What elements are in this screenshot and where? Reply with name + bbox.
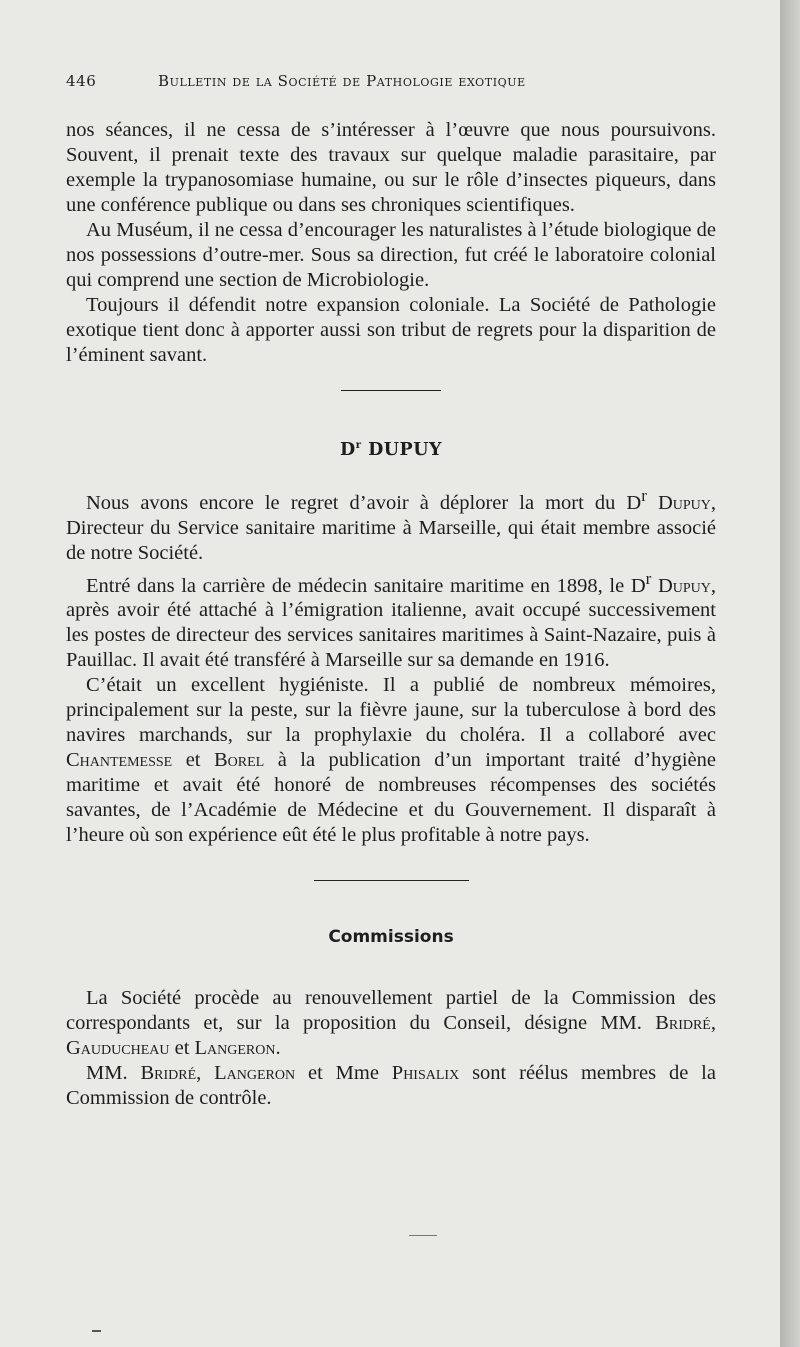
text-run: Nous avons encore le regret d’avoir à déplorer la mort du D xyxy=(86,491,642,514)
person-name: Gauducheau xyxy=(66,1037,170,1060)
text-run: La Société procède au renouvellement partiel de la Commission des correspondants et, sur la proposition du Conseil, désigne MM. xyxy=(66,987,716,1035)
running-title: Bulletin de la Société de Pathologie exotique xyxy=(158,72,526,90)
text-run: C’était un excellent hygiéniste. Il a publié de nombreux mémoires, principalement sur la peste, sur la fièvre jaune, sur la tuberculose à bord des navires marchands, sur la prophylaxie du choléra. Il a collaboré avec xyxy=(66,674,716,747)
text-sup: r xyxy=(645,568,652,588)
dupuy-paragraph-1 xyxy=(66,483,716,566)
person-name: Langeron xyxy=(214,1062,296,1085)
text-run: Entré dans la carrière de médecin sanitaire maritime en 1898, le D xyxy=(86,574,646,597)
heading-name: DUPUY xyxy=(368,439,442,460)
commissions-paragraph-1 xyxy=(66,986,716,1061)
text-run: , xyxy=(710,1012,716,1035)
printer-mark xyxy=(92,1330,101,1332)
heading-prefix: D xyxy=(340,439,356,460)
intro-paragraph-1: nos séances, il ne cessa de s’intéresser à l’œuvre que nous poursuivons. Souvent, il prenait texte des travaux sur quelque maladie parasitaire, par exemple la trypanosomiase humaine, ou sur le rôle d’insectes piqueurs, dans une conférence publique ou dans ses chroniques scientifiques. xyxy=(66,119,716,216)
page-gutter xyxy=(780,0,800,1347)
section-divider xyxy=(314,880,469,881)
intro-paragraph-3: Toujours il défendit notre expansion coloniale. La Société de Pathologie exotique tient donc à apporter aussi son tribut de regrets pour la disparition de l’éminent savant. xyxy=(66,294,716,366)
text-run: et xyxy=(172,749,214,772)
page-number: 446 xyxy=(66,72,97,90)
text-run: à la publication d’un important traité d’hygiène maritime et avait été honoré de nombreuses récompenses des sociétés savantes, de l’Académie de Médecine et du Gouvernement. Il disparaît à l’heure où son expérience eût été le plus profitable à notre pays. xyxy=(66,749,717,847)
person-name: Bridré xyxy=(655,1012,711,1035)
text-sup: r xyxy=(641,485,647,505)
text-run: , xyxy=(196,1062,215,1085)
page-body xyxy=(66,118,716,1111)
running-header xyxy=(66,72,706,90)
text-run: sont réélus membres de la Commission de contrôle. xyxy=(66,1062,716,1110)
dupuy-paragraph-2 xyxy=(66,566,716,674)
text-run: , Directeur du Service sanitaire maritime à Marseille, qui était membre associé de notre Société. xyxy=(66,491,717,564)
text-run: et Mme xyxy=(295,1062,392,1085)
section-divider xyxy=(341,390,441,391)
intro-paragraph-2: Au Muséum, il ne cessa d’encourager les naturalistes à l’étude biologique de nos possessions d’outre-mer. Sous sa direction, fut créé le laboratoire colonial qui comprend une section de Microbiologie. xyxy=(66,219,716,291)
person-name: Chantemesse xyxy=(66,749,173,772)
end-dash xyxy=(409,1235,437,1236)
text-run: , après avoir été attaché à l’émigration italienne, avait occupé successivement les postes de directeur des services sanitaires maritimes à Saint-Nazaire, puis à Pauillac. Il avait été transféré à Marseille sur sa demande en 1916. xyxy=(66,574,716,672)
dupuy-heading xyxy=(66,433,716,463)
person-name: Borel xyxy=(213,749,265,772)
dupuy-paragraph-3 xyxy=(66,673,716,848)
text-run: MM. xyxy=(86,1062,141,1085)
person-name: Bridré xyxy=(140,1062,197,1085)
person-name: Dupuy xyxy=(657,491,711,514)
person-name: Dupuy xyxy=(657,574,711,597)
person-name: Langeron xyxy=(194,1037,276,1060)
commissions-paragraph-2 xyxy=(66,1061,716,1111)
text-run: . xyxy=(275,1037,281,1060)
text-run: et xyxy=(169,1037,195,1060)
heading-sup: r xyxy=(355,440,362,451)
commissions-heading: Commissions xyxy=(328,927,454,948)
person-name: Phisalix xyxy=(391,1062,460,1085)
